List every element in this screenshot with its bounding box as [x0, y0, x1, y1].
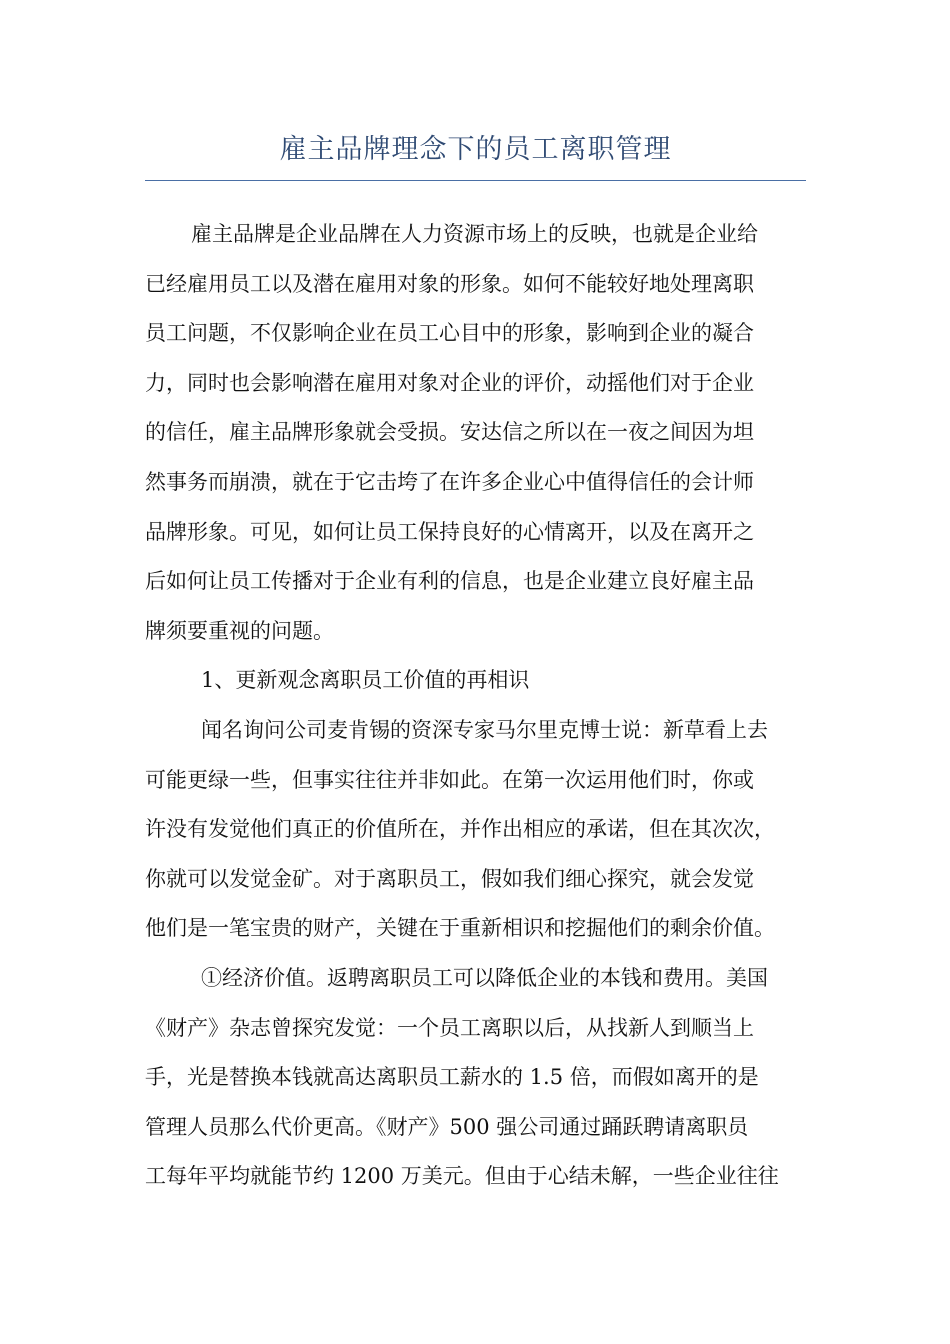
text-line: 的信任，雇主品牌形象就会受损。安达信之所以在一夜之间因为坦 — [145, 420, 754, 445]
title-underline — [145, 180, 806, 181]
text-line: 《财产》杂志曾探究发觉：一个员工离职以后，从找新人到顺当上 — [145, 1015, 754, 1040]
text-line: 管理人员那么代价更高。《财产》500 强公司通过踊跃聘请离职员 — [145, 1114, 749, 1139]
text-line: 后如何让员工传播对于企业有利的信息，也是企业建立良好雇主品 — [145, 569, 754, 594]
text-line: 已经雇用员工以及潜在雇用对象的形象。如何不能较好地处理离职 — [145, 271, 754, 296]
text-line: 力，同时也会影响潜在雇用对象对企业的评价，动摇他们对于企业 — [145, 370, 754, 395]
text-line: 品牌形象。可见，如何让员工保持良好的心情离开，以及在离开之 — [145, 519, 754, 544]
text-line: 可能更绿一些，但事实往往并非如此。在第一次运用他们时，你或 — [145, 767, 754, 792]
text-line: 他们是一笔宝贵的财产，关键在于重新相识和挖掘他们的剩余价值。 — [145, 916, 775, 941]
text-line: 然事务而崩溃，就在于它击垮了在许多企业心中值得信任的会计师 — [145, 469, 754, 494]
document-title: 雇主品牌理念下的员工离职管理 — [279, 134, 672, 165]
text-line: 工每年平均就能节约 1200 万美元。但由于心结未解，一些企业往往 — [145, 1164, 779, 1189]
section-heading: 1、更新观念离职员工价值的再相识 — [201, 668, 530, 693]
document-body — [145, 210, 808, 1202]
text-line: 闻名询问公司麦肯锡的资深专家马尔里克博士说：新草看上去 — [201, 717, 768, 742]
text-line: 牌须要重视的问题。 — [145, 618, 334, 643]
text-line: 你就可以发觉金矿。对于离职员工，假如我们细心探究，就会发觉 — [145, 866, 754, 891]
text-line: 雇主品牌是企业品牌在人力资源市场上的反映，也就是企业给 — [191, 222, 758, 246]
text-line: 手，光是替换本钱就高达离职员工薪水的 1.5 倍，而假如离开的是 — [145, 1065, 759, 1090]
text-line: 员工问题，不仅影响企业在员工心目中的形象，影响到企业的凝合 — [145, 321, 754, 346]
text-line: ①经济价值。返聘离职员工可以降低企业的本钱和费用。美国 — [201, 965, 768, 990]
text-line: 许没有发觉他们真正的价值所在，并作出相应的承诺，但在其次次， — [145, 817, 775, 842]
